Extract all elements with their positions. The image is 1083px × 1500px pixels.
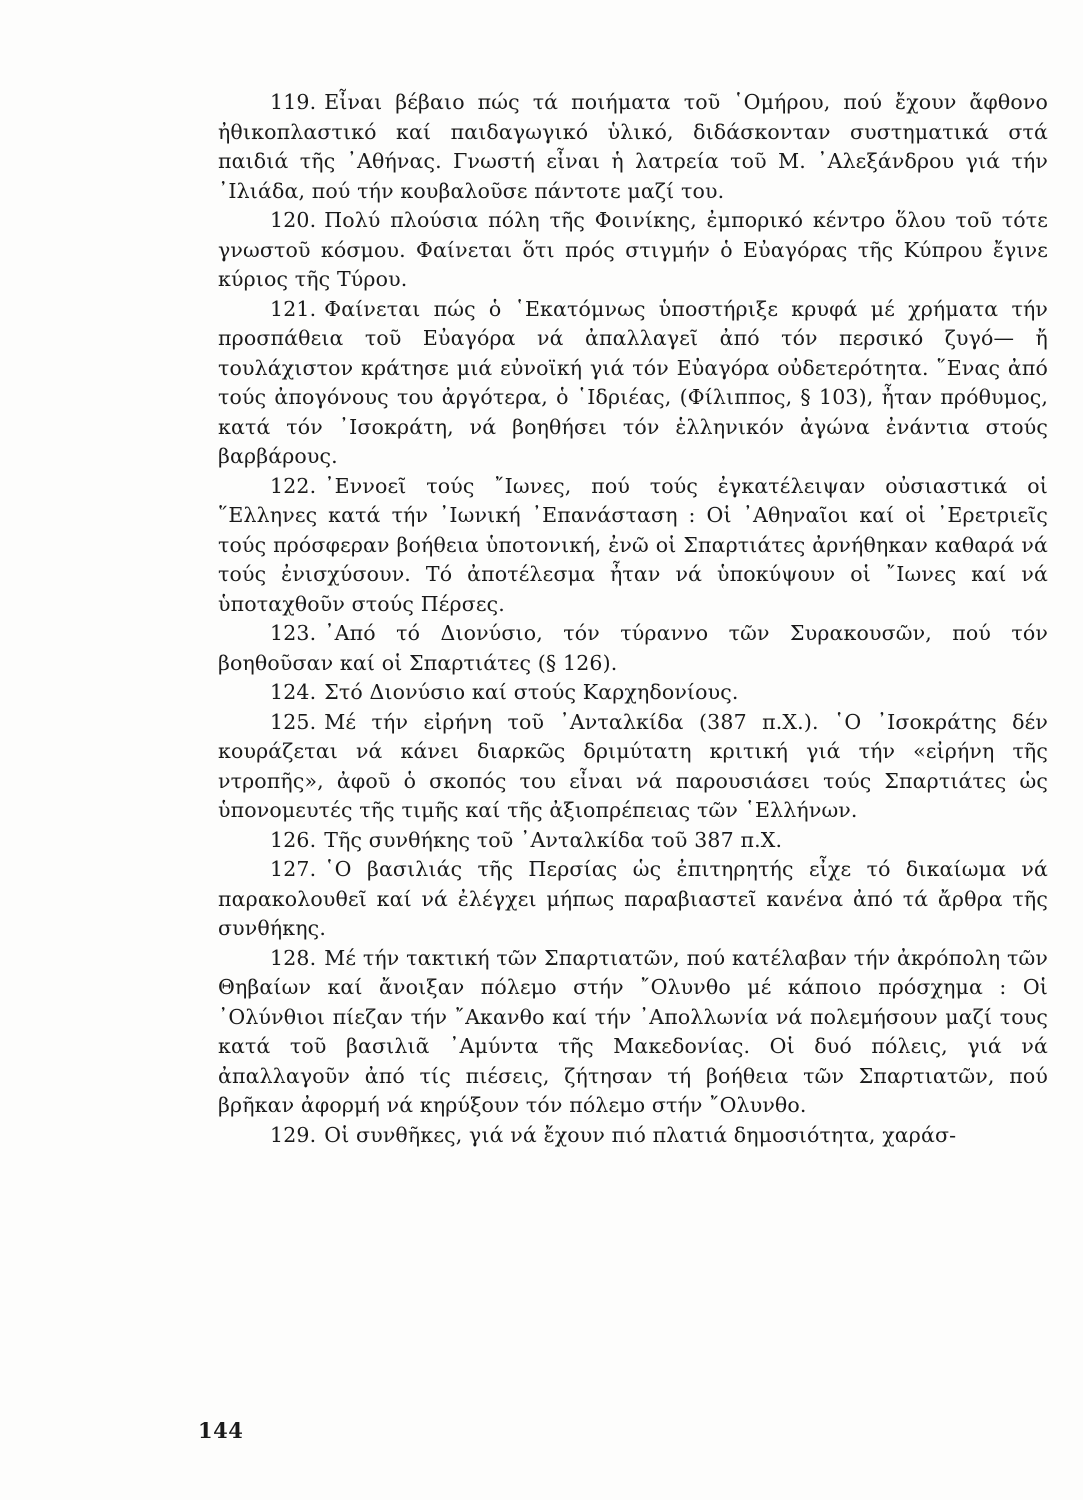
note-number: 123. <box>270 621 317 645</box>
endnotes-text <box>218 88 1048 1150</box>
note-125 <box>218 708 1048 826</box>
note-text: Οἱ συνθῆκες, γιά νά ἔχουν πιό πλατιά δημοσιότητα, χαράσ- <box>324 1122 957 1147</box>
note-text: ᾿Εννοεῖ τούς ῎Ιωνες, πού τούς ἐγκατέλειψαν οὐσιαστικά οἱ ῞Ελληνες κατά τήν ᾿Ιωνική ᾿Επανάσταση : Οἱ ᾿Αθηναῖοι καί οἱ ᾿Ερετριεῖς τούς πρόσφεραν βοήθεια ὑποτονική, ἐνῶ οἱ Σπαρτιάτες ἀρνήθηκαν καθαρά νά τούς ἐνισχύσουν. Τό ἀποτέλεσμα ἦταν νά ὑποκύψουν οἱ ῎Ιωνες καί νά ὑποταχθοῦν στούς Πέρσες. <box>218 473 1048 616</box>
note-number: 122. <box>270 473 317 498</box>
note-text: Μέ τήν τακτική τῶν Σπαρτιατῶν, πού κατέλαβαν τήν ἀκρόπολη τῶν Θηβαίων καί ἄνοιξαν πόλεμο στήν ῎Ολυνθο μέ κάποιο πρόσχημα : Οἱ ᾿Ολύνθιοι πίεζαν τήν ῎Ακανθο καί τήν ᾿Απολλωνία νά πολεμήσουν μαζί τους κατά τοῦ βασιλιᾶ ᾿Αμύντα τῆς Μακεδονίας. Οἱ δυό πόλεις, γιά νά ἀπαλλαγοῦν ἀπό τίς πιέσεις, ζήτησαν τή βοήθεια τῶν Σπαρτιατῶν, πού βρῆκαν ἀφορμή νά κηρύξουν τόν πόλεμο στήν ῎Ολυνθο. <box>218 945 1048 1117</box>
note-number: 121. <box>270 296 317 321</box>
note-number: 125. <box>270 709 317 734</box>
note-121 <box>218 295 1048 472</box>
note-number: 120. <box>270 208 317 232</box>
note-text: Τῆς συνθήκης τοῦ ᾿Ανταλκίδα τοῦ 387 π.Χ. <box>324 827 783 852</box>
note-number: 126. <box>270 827 317 852</box>
note-number: 119. <box>270 90 317 114</box>
note-number: 129. <box>270 1122 317 1147</box>
note-number: 124. <box>270 680 317 704</box>
note-119 <box>218 88 1048 206</box>
note-text: Μέ τήν εἰρήνη τοῦ ᾿Ανταλκίδα (387 π.Χ.). ῾Ο ᾿Ισοκράτης δέν κουράζεται νά κάνει διαρκῶς δριμύτατη κριτική γιά τήν «εἰρήνη τῆς ντροπῆς», ἀφοῦ ὁ σκοπός του εἶναι νά παρουσιάσει τούς Σπαρτιάτες ὡς ὑπονομευτές τῆς τιμῆς καί τῆς ἀξιοπρέπειας τῶν ῾Ελλήνων. <box>218 709 1048 822</box>
note-120 <box>218 206 1048 295</box>
note-text: ῾Ο βασιλιάς τῆς Περσίας ὡς ἐπιτηρητής εἶχε τό δικαίωμα νά παρακολουθεῖ καί νά ἐλέγχει μήπως παραβιαστεῖ κανένα ἀπό τά ἄρθρα τῆς συνθήκης. <box>218 857 1048 940</box>
page-number: 144 <box>198 1418 244 1443</box>
note-text: Στό Διονύσιο καί στούς Καρχηδονίους. <box>324 680 739 704</box>
note-text: Φαίνεται πώς ὁ ῾Εκατόμνως ὑποστήριξε κρυφά μέ χρήματα τήν προσπάθεια τοῦ Εὐαγόρα νά ἀπαλλαγεῖ ἀπό τόν περσικό ζυγό— ἤ τουλάχιστον κράτησε μιά εὐνοϊκή γιά τόν Εὐαγόρα οὐδετερότητα. ῞Ενας ἀπό τούς ἀπογόνους του ἀργότερα, ὁ ῾Ιδριέας, (Φίλιππος, § 103), ἦταν πρόθυμος, κατά τόν ᾿Ισοκράτη, νά βοηθήσει τόν ἑλληνικόν ἀγώνα ἐνάντια στούς βαρβάρους. <box>218 296 1048 468</box>
note-126 <box>218 826 1048 856</box>
note-text: Εἶναι βέβαιο πώς τά ποιήματα τοῦ ῾Ομήρου, πού ἔχουν ἄφθονο ἠθικοπλαστικό καί παιδαγωγικό ὑλικό, διδάσκονταν συστηματικά στά παιδιά τῆς ᾿Αθήνας. Γνωστή εἶναι ἡ λατρεία τοῦ Μ. ᾿Αλεξάνδρου γιά τήν ᾿Ιλιάδα, πού τήν κουβαλοῦσε πάντοτε μαζί του. <box>218 90 1048 203</box>
note-text: Πολύ πλούσια πόλη τῆς Φοινίκης, ἐμπορικό κέντρο ὅλου τοῦ τότε γνωστοῦ κόσμου. Φαίνεται ὅτι πρός στιγμήν ὁ Εὐαγόρας τῆς Κύπρου ἔγινε κύριος τῆς Τύρου. <box>218 208 1048 291</box>
note-129 <box>218 1121 1048 1151</box>
note-123 <box>218 619 1048 678</box>
note-124 <box>218 678 1048 708</box>
note-128 <box>218 944 1048 1121</box>
note-number: 128. <box>270 945 317 970</box>
note-number: 127. <box>270 857 317 881</box>
note-text: ᾿Από τό Διονύσιο, τόν τύραννο τῶν Συρακουσῶν, πού τόν βοηθοῦσαν καί οἱ Σπαρτιάτες (§ 126). <box>218 621 1048 675</box>
note-122 <box>218 472 1048 620</box>
note-127 <box>218 855 1048 944</box>
